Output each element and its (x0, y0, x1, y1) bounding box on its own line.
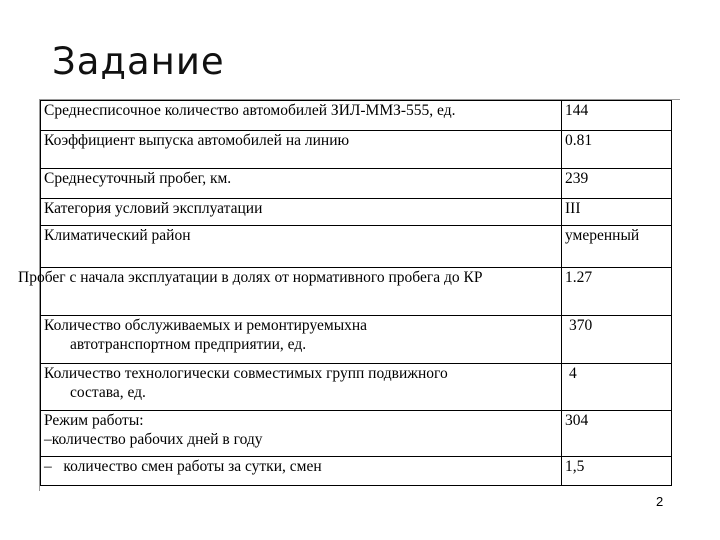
row-label: Среднесуточный пробег, км. (41, 169, 562, 199)
table-row (41, 131, 672, 169)
row-value: 239 (562, 169, 672, 199)
table-row (41, 101, 672, 131)
row-label-cell (41, 364, 562, 411)
row-value: III (562, 199, 672, 226)
table-row (41, 226, 672, 268)
table-row (41, 364, 672, 411)
row-label-line1: Количество технологически совместимых групп подвижного (44, 365, 448, 382)
slide-title: Задание (52, 40, 225, 83)
row-label-line1: Режим работы: (44, 412, 144, 429)
row-value: 4 (562, 364, 672, 411)
page-number: 2 (656, 494, 664, 509)
row-label: Среднесписочное количество автомобилей ЗИЛ-ММЗ-555, ед. (41, 101, 562, 131)
row-value: 0.81 (562, 131, 672, 169)
row-label: Категория условий эксплуатации (41, 199, 562, 226)
row-label: Пробег с начала эксплуатации в долях от нормативного пробега до КР (41, 268, 562, 316)
row-label-cell (41, 316, 562, 364)
row-value: 304 (562, 411, 672, 457)
row-label-line2: состава, ед. (70, 384, 146, 401)
table-row (41, 411, 672, 457)
row-value: 370 (562, 316, 672, 364)
table-row (41, 316, 672, 364)
row-value: 1,5 (562, 457, 672, 486)
row-value: 1.27 (562, 268, 672, 316)
task-table (18, 100, 672, 486)
row-label: – количество смен работы за сутки, смен (41, 457, 562, 486)
row-value: умеренный (562, 226, 672, 268)
table-row (41, 169, 672, 199)
row-label-cell (41, 411, 562, 457)
table-row (41, 199, 672, 226)
row-label-line2: автотранспортном предприятии, ед. (70, 336, 307, 353)
row-label-line1: Количество обслуживаемых и ремонтируемыхна (44, 317, 368, 334)
table-row (41, 457, 672, 486)
row-label: Коэффициент выпуска автомобилей на линию (41, 131, 562, 169)
row-value: 144 (562, 101, 672, 131)
table-row (41, 268, 672, 316)
row-label: Климатический район (41, 226, 562, 268)
row-label-line2: –количество рабочих дней в году (44, 431, 263, 448)
